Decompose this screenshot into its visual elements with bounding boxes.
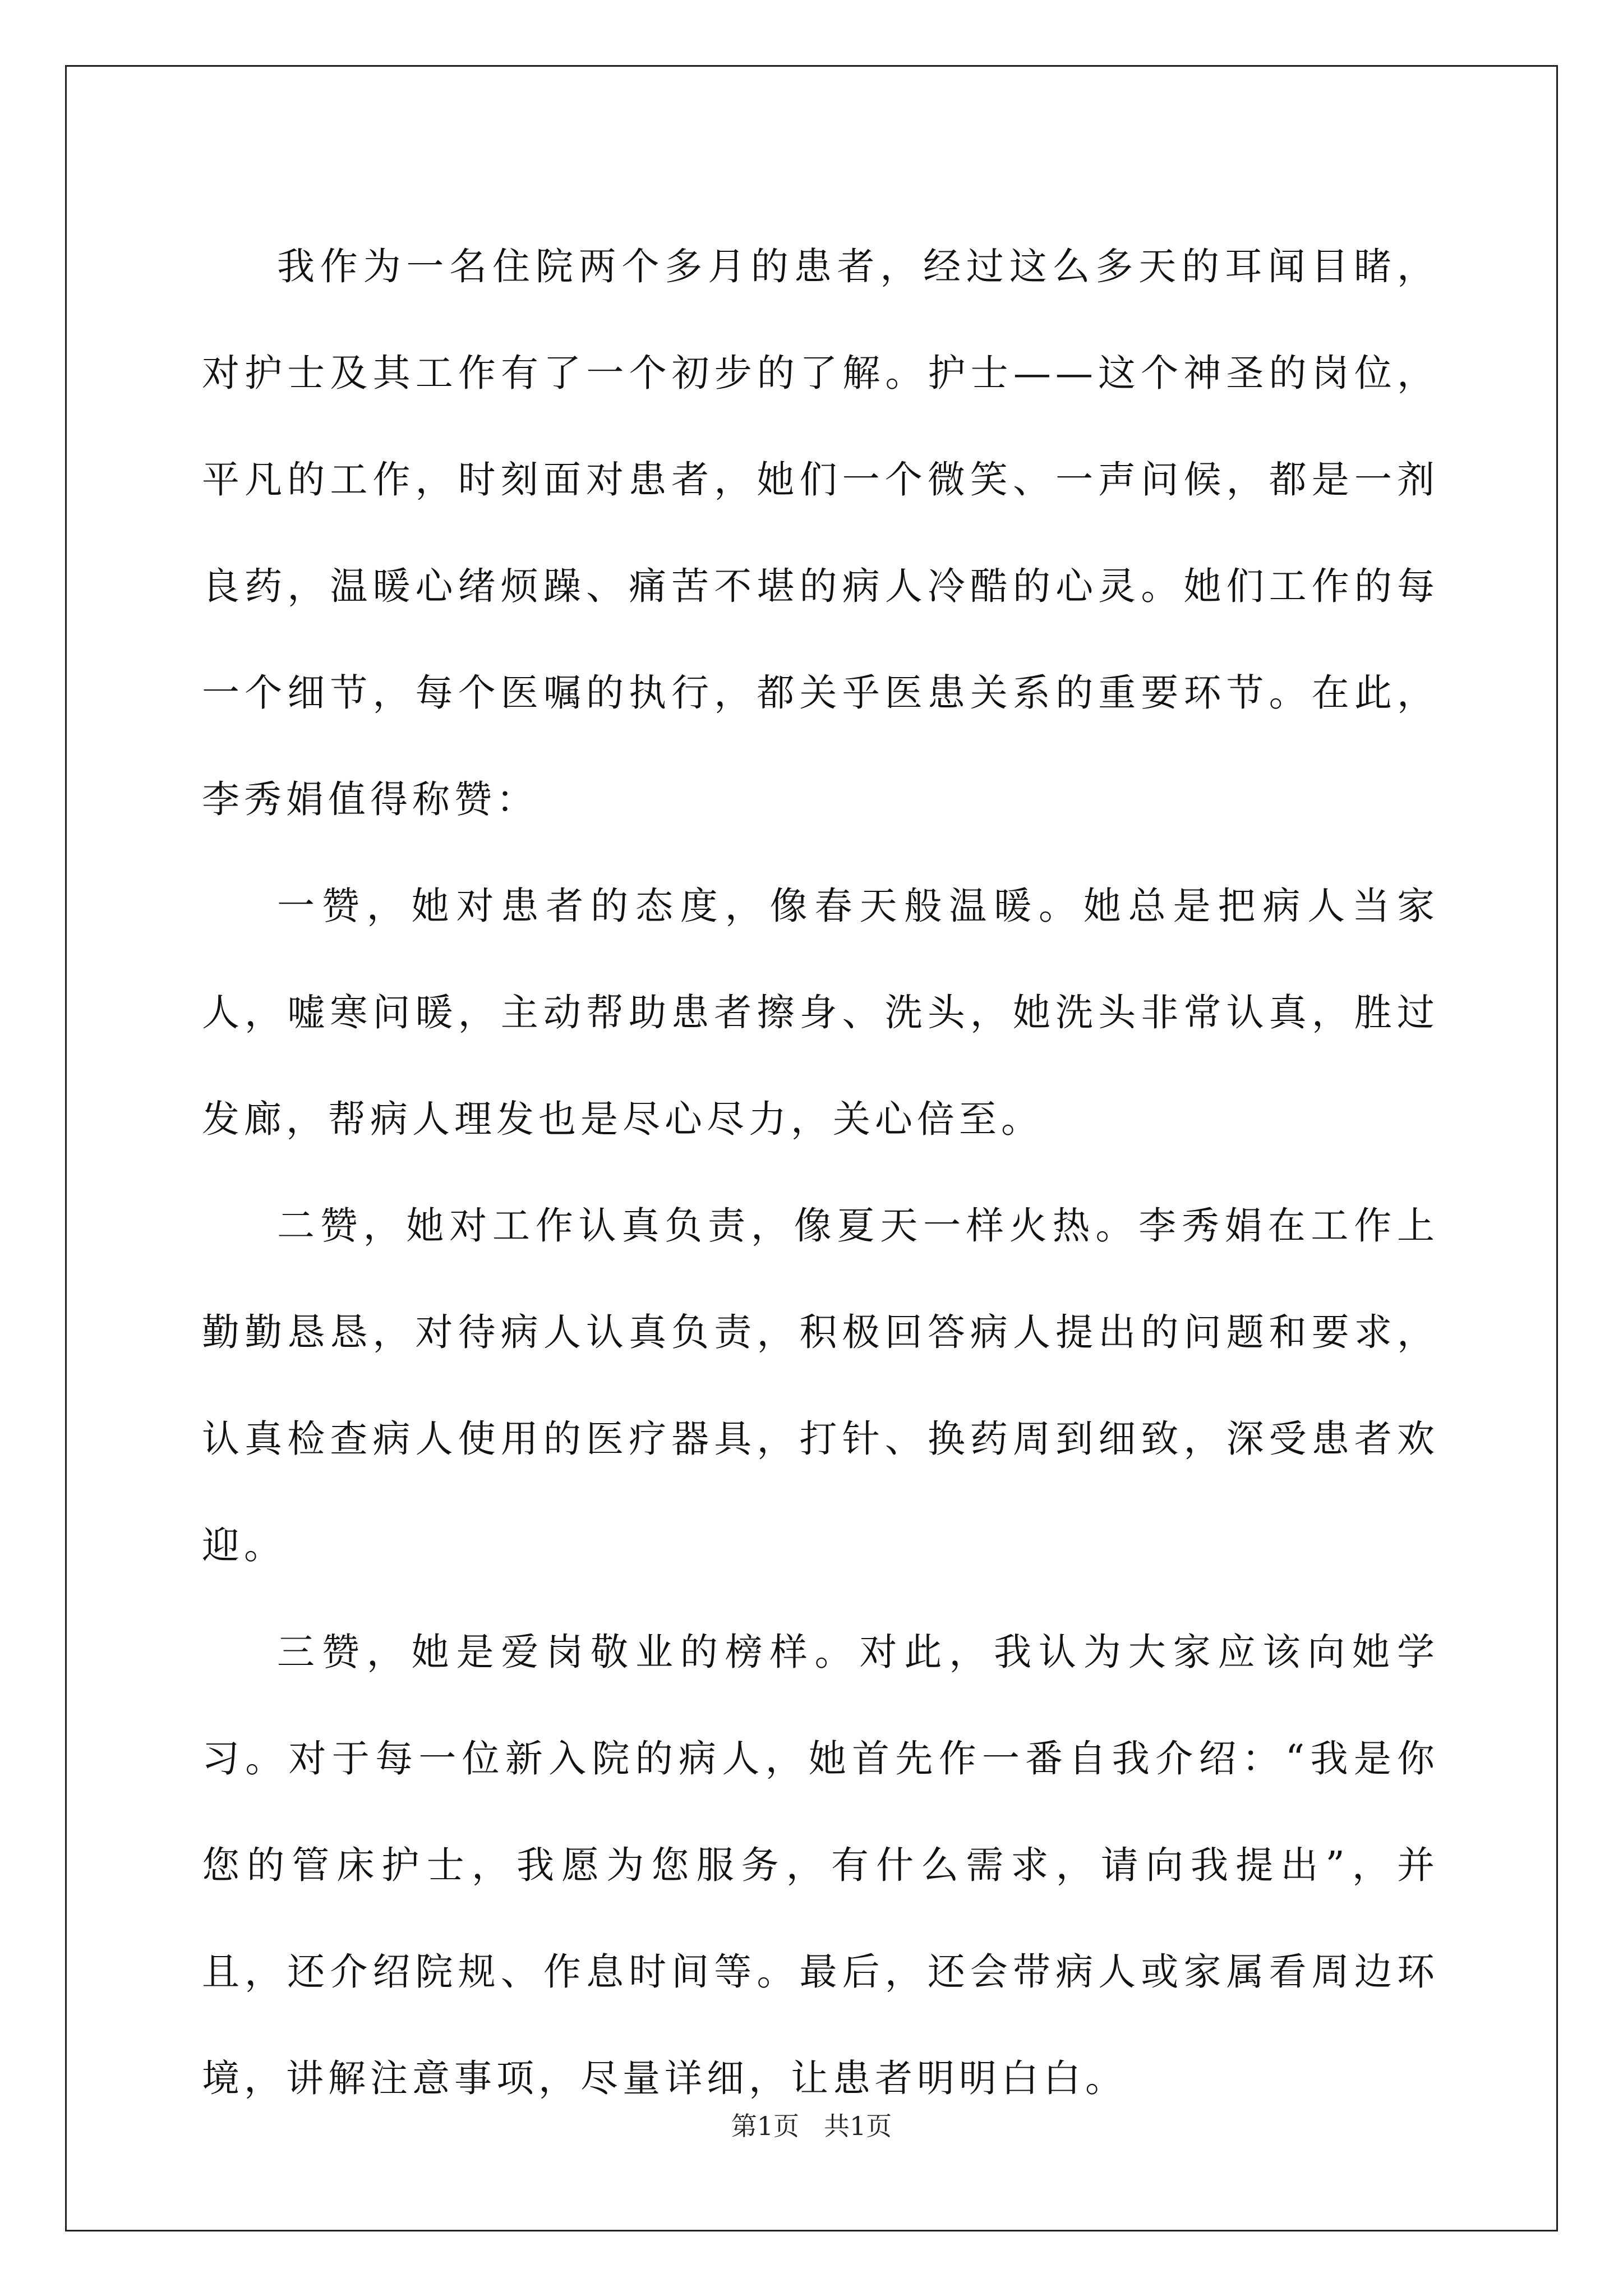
paragraph-first-praise: 一赞，她对患者的态度，像春天般温暖。她总是把病人当家人，嘘寒问暖，主动帮助患者擦身、洗头，她洗头非常认真，胜过发廊，帮病人理发也是尽心尽力，关心倍至。 — [202, 884, 1439, 1141]
paragraph-intro: 我作为一名住院两个多月的患者，经过这么多天的耳闻目睹，对护士及其工作有了一个初步的了解。护士——这个神圣的岗位，平凡的工作，时刻面对患者，她们一个微笑、一声问候，都是一剂良药，温暖心绪烦躁、痛苦不堪的病人冷酷的心灵。她们工作的每一个细节，每个医嘱的执行，都关乎医患关系的重要环节。在此，李秀娟值得称赞： — [202, 245, 1439, 821]
paragraph-third-praise: 三赞，她是爱岗敬业的榜样。对此，我认为大家应该向她学习。对于每一位新入院的病人，她首先作一番自我介绍：“我是你您的管床护士，我愿为您服务，有什么需求，请向我提出”，并且，还介绍院规、作息时间等。最后，还会带病人或家属看周边环境，讲解注意事项，尽量详细，让患者明明白白。 — [202, 1630, 1439, 2100]
document-body — [202, 213, 1439, 2132]
paragraph-second-praise: 二赞，她对工作认真负责，像夏天一样火热。李秀娟在工作上勤勤恳恳，对待病人认真负责，积极回答病人提出的问题和要求，认真检查病人使用的医疗器具，打针、换药周到细致，深受患者欢迎。 — [202, 1204, 1439, 1567]
page-footer — [0, 2109, 1623, 2143]
page-total: 共1页 — [824, 2111, 892, 2141]
page-number: 第1页 — [731, 2111, 799, 2141]
